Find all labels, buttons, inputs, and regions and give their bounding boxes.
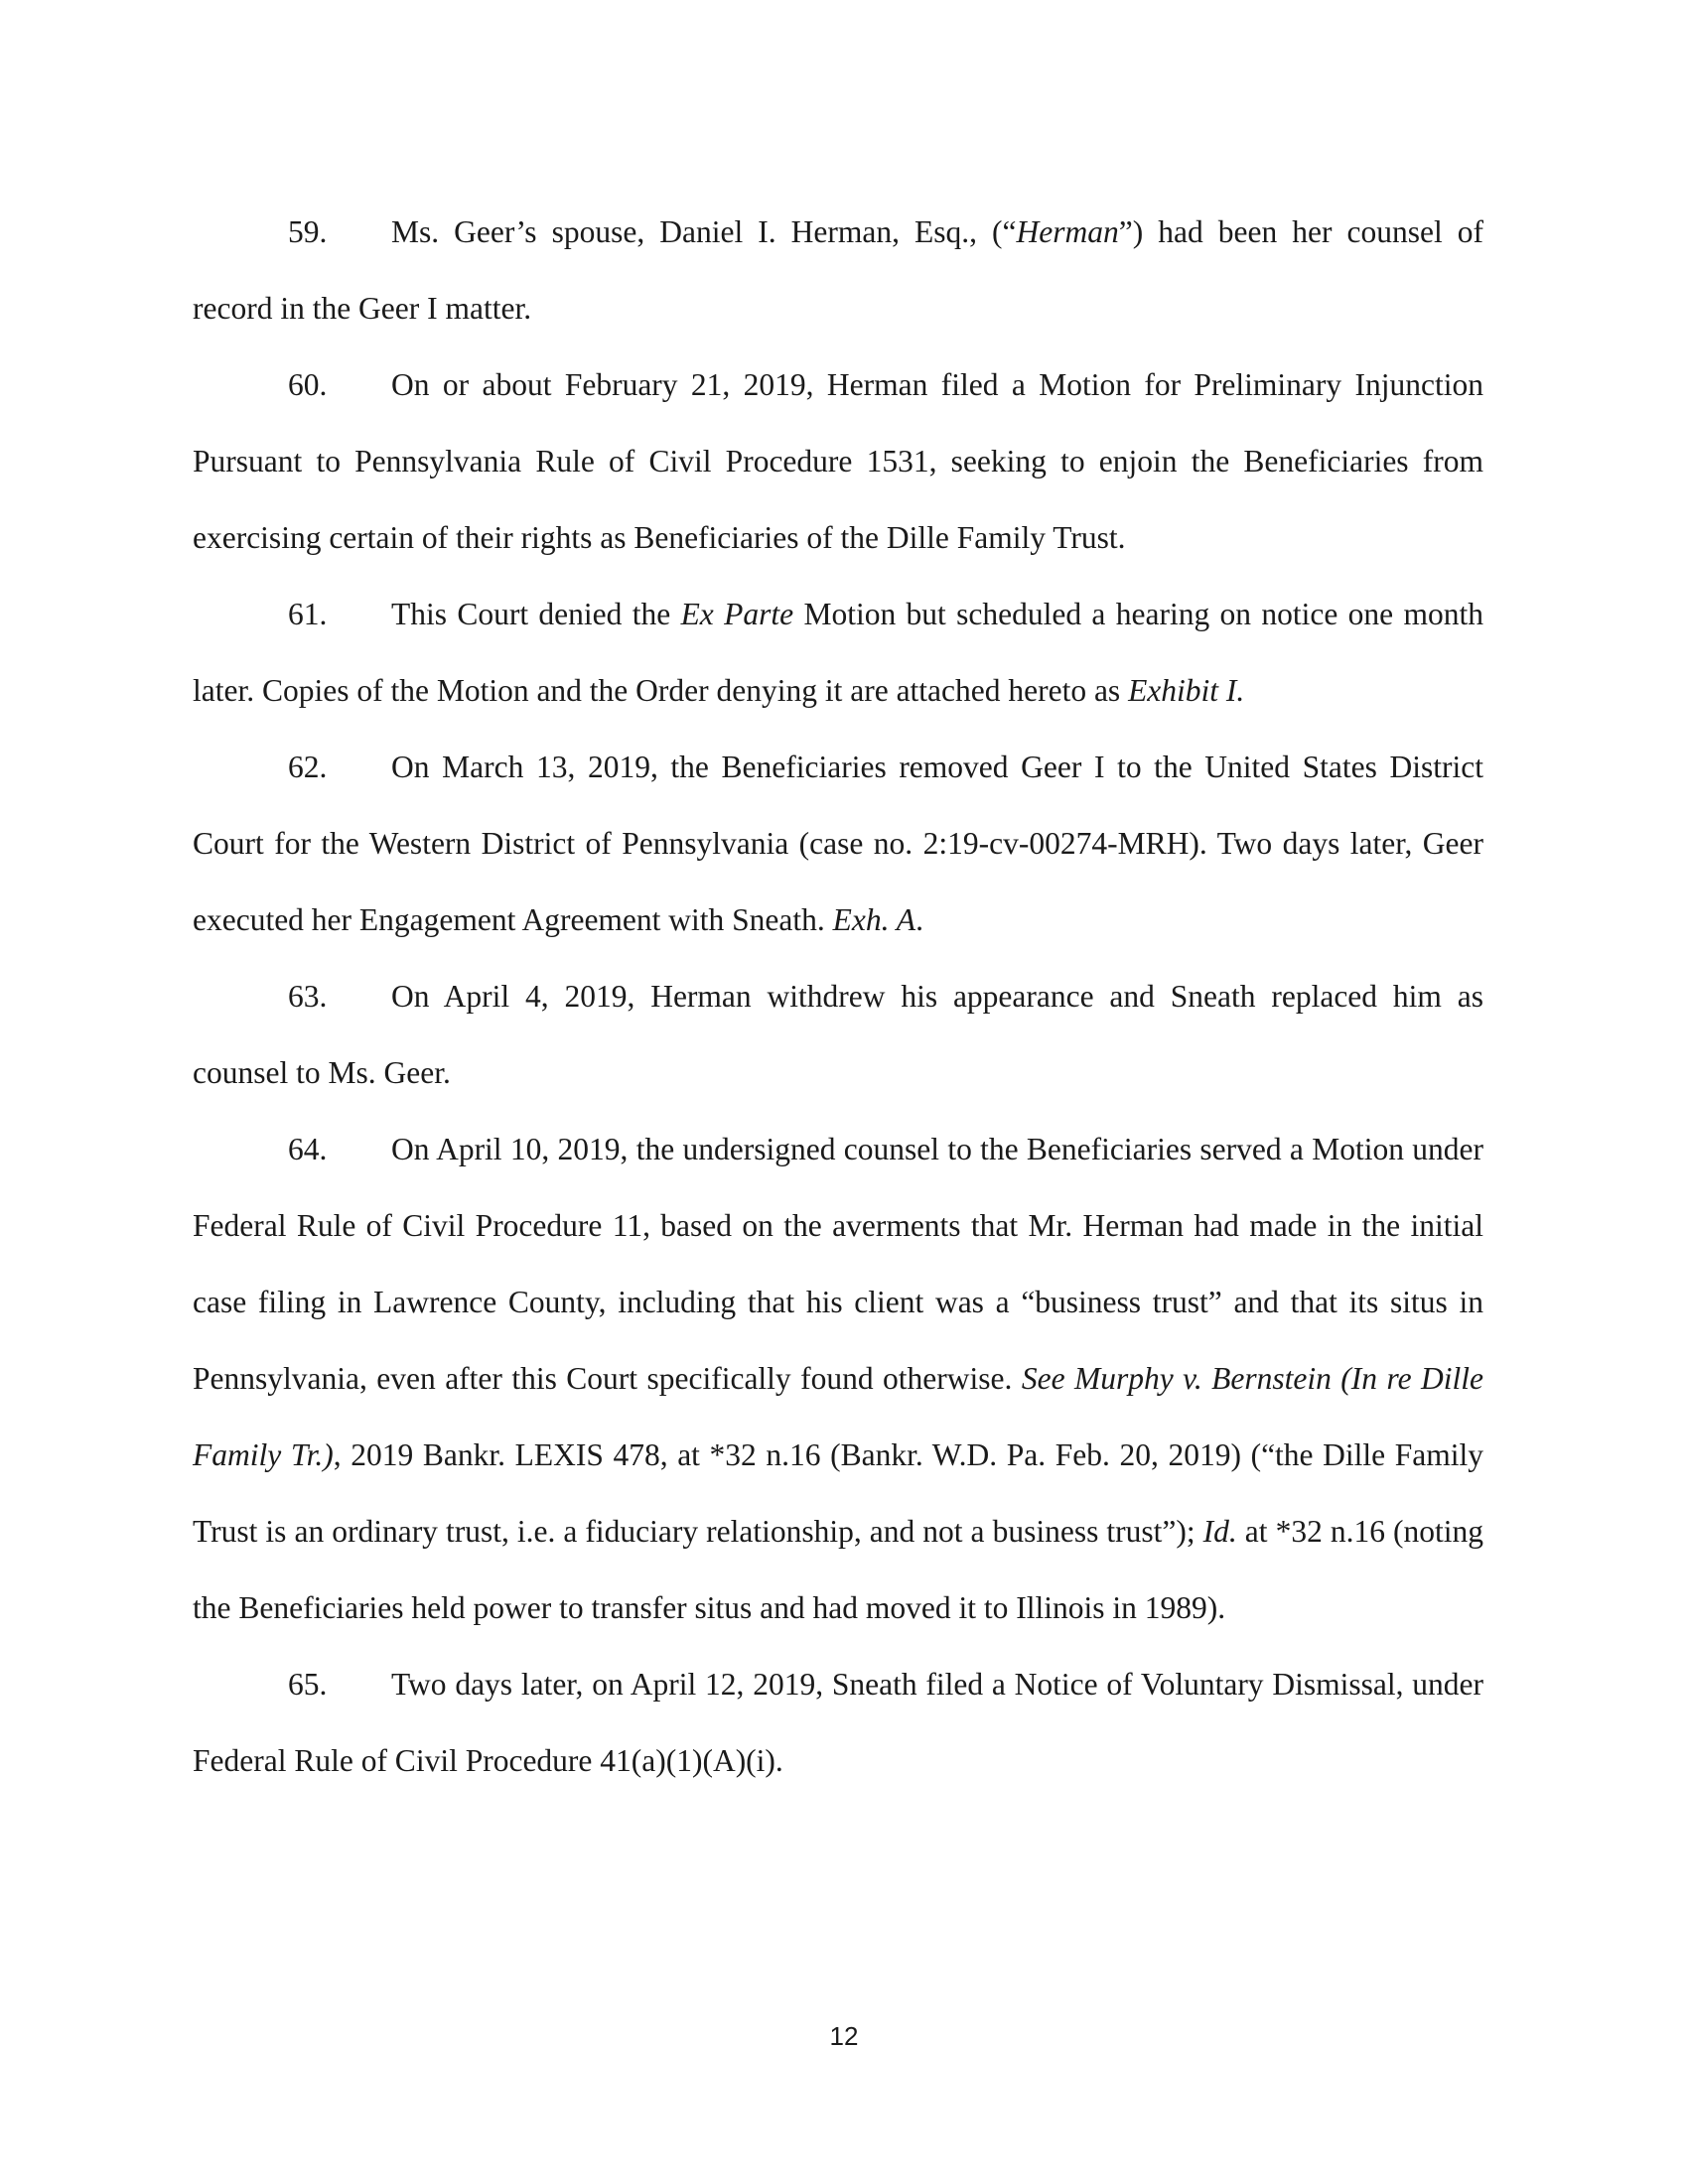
page-number: 12 [829,2021,859,2051]
paragraph-59 [193,194,1483,346]
paragraph-60 [193,346,1483,576]
document-body [193,194,1483,1799]
paragraph-number: 63. [288,979,328,1014]
paragraph-65 [193,1646,1483,1799]
paragraph-text: . [915,902,923,937]
paragraph-text: On April 4, 2019, Herman withdrew his appearance and Sneath replaced him as counsel to Ms. Geer. [193,979,1483,1090]
paragraph-text: On March 13, 2019, the Beneficiaries removed Geer I to the United States District Court for the Western District of Pennsylvania (case no. 2:19-cv-00274-MRH). Two days later, Geer executed her Engagement Agreement with Sneath. [193,750,1483,937]
paragraph-63 [193,958,1483,1111]
case-citation: See Murphy v. Bernstein (In re Dille Family Tr.) [193,1361,1483,1472]
paragraph-text: On April 10, 2019, the undersigned counsel to the Beneficiaries served a Motion under Federal Rule of Civil Procedure 11, based on the averments that Mr. Herman had made in the initial case filing in Lawrence County, including that his client was a “business trust” and that its situs in Pennsylvania, even after this Court specifically found otherwise. [193,1132,1483,1396]
exhibit-reference: Exhibit I. [1128,673,1245,708]
paragraph-text: Ms. Geer’s spouse, Daniel I. Herman, Esq., (“ [391,214,1017,249]
paragraph-number: 59. [288,214,328,249]
paragraph-number: 64. [288,1132,328,1166]
paragraph-number: 62. [288,750,328,784]
id-citation: Id. [1202,1514,1237,1549]
paragraph-62 [193,729,1483,958]
paragraph-text: On or about February 21, 2019, Herman filed a Motion for Preliminary Injunction Pursuant to Pennsylvania Rule of Civil Procedure 1531, seeking to enjoin the Beneficiaries from exercising certain of their rights as Beneficiaries of the Dille Family Trust. [193,367,1483,555]
paragraph-text: at *32 n.16 (noting the Beneficiaries held power to transfer situs and had moved it to Illinois in 1989). [193,1514,1483,1625]
defined-term: Herman [1016,214,1119,249]
paragraph-text: , 2019 Bankr. LEXIS 478, at *32 n.16 (Bankr. W.D. Pa. Feb. 20, 2019) (“the Dille Family Trust is an ordinary trust, i.e. a fiduciary relationship, and not a business trust”); [193,1437,1484,1549]
paragraph-text: Two days later, on April 12, 2019, Sneath filed a Notice of Voluntary Dismissal, under Federal Rule of Civil Procedure 41(a)(1)(A)(i). [193,1667,1483,1778]
paragraph-61 [193,576,1483,729]
exhibit-reference: Exh. A [832,902,916,937]
paragraph-text: Motion but scheduled a hearing on notice one month later. Copies of the Motion and the Order denying it are attached hereto as [193,597,1483,708]
paragraph-text: ”) had been her counsel of record in the Geer I matter. [193,214,1483,326]
paragraph-number: 65. [288,1667,328,1702]
italic-term: Ex Parte [680,597,794,631]
paragraph-number: 60. [288,367,328,402]
paragraph-64 [193,1111,1483,1646]
paragraph-text: This Court denied the [391,597,681,631]
paragraph-number: 61. [288,597,328,631]
